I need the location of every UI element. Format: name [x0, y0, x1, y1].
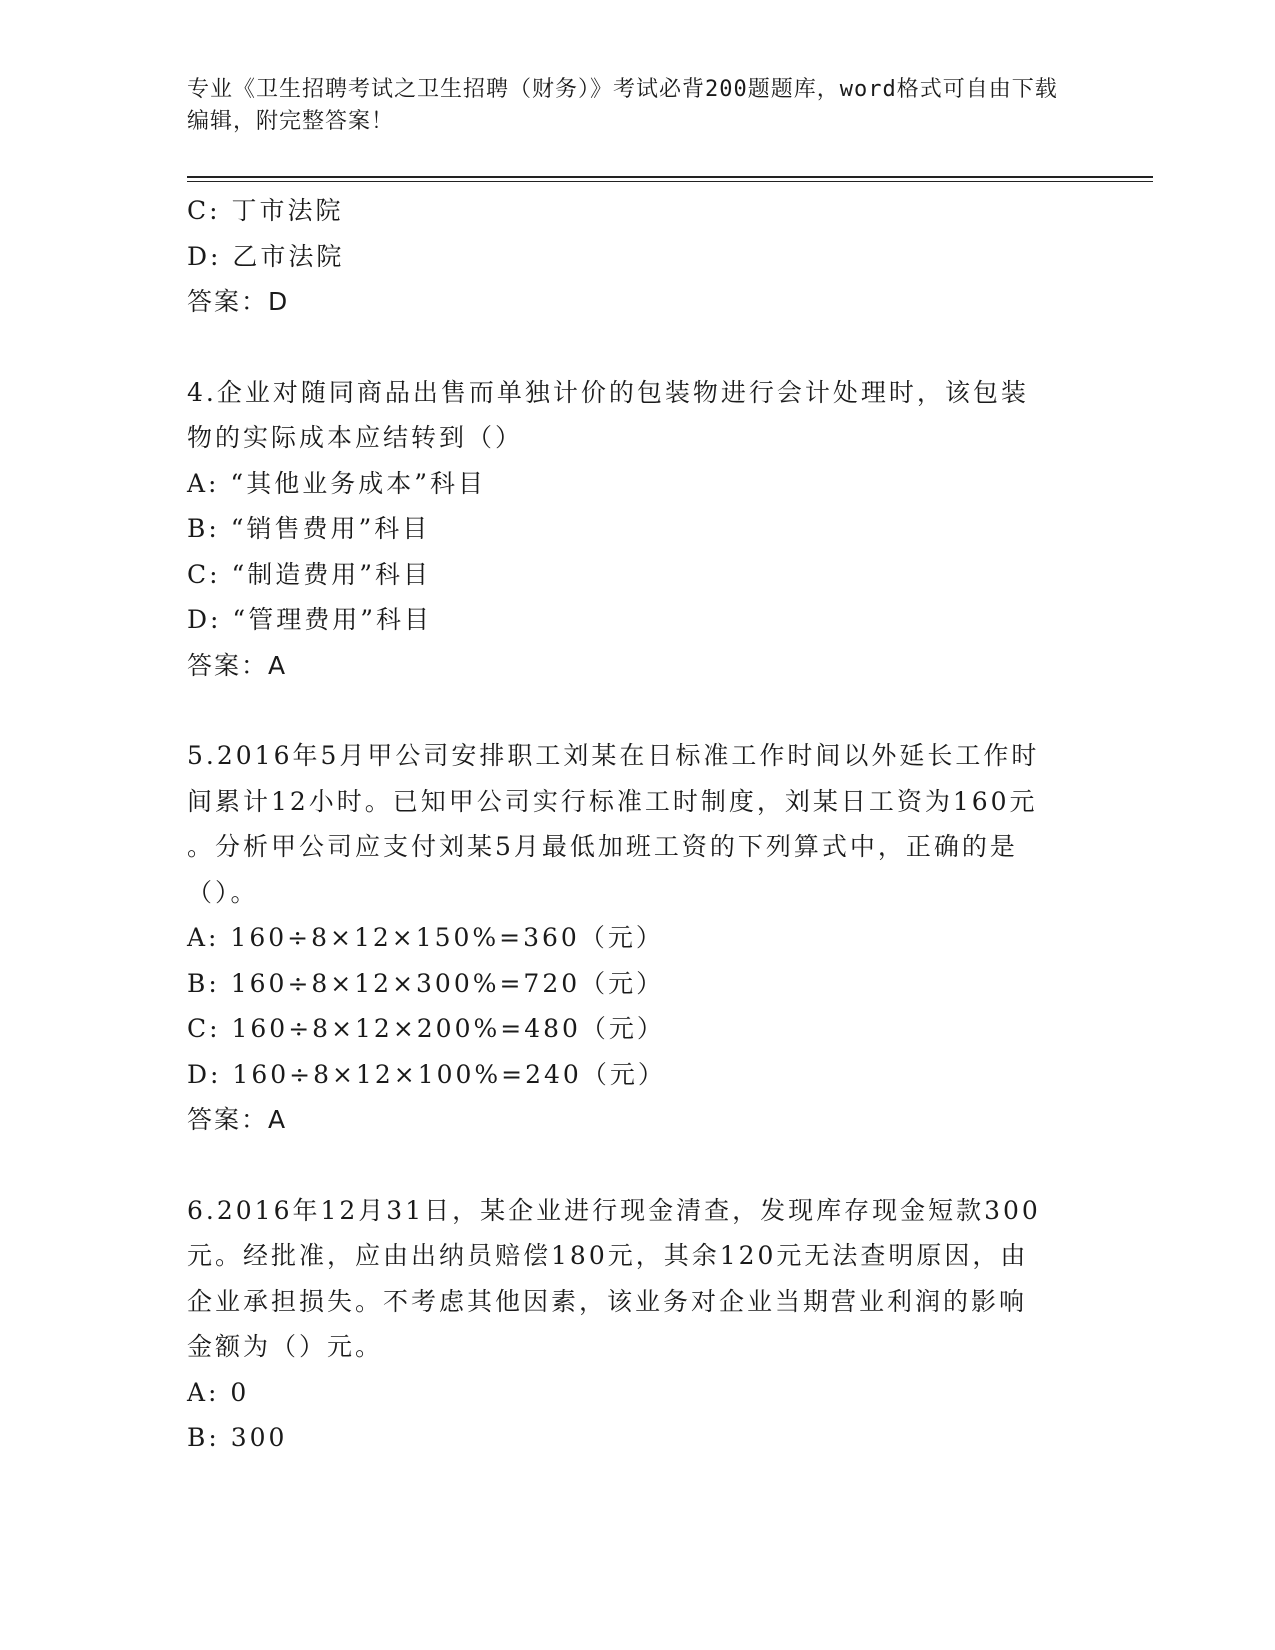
question-stem-line: 金额为（）元。 — [187, 1332, 384, 1361]
question-stem-line: 间累计12小时。已知甲公司实行标准工时制度，刘某日工资为160元 — [187, 786, 1038, 816]
question-stem-line: 元。经批准，应由出纳员赔偿180元，其余120元无法查明原因，由 — [187, 1241, 1029, 1270]
option-a: A: “其他业务成本”科目 — [187, 468, 486, 498]
option-c: C: 丁市法院 — [187, 196, 344, 225]
header-divider-thin — [187, 181, 1153, 182]
header-divider-thick — [187, 176, 1153, 178]
option-b: B: 160÷8×12×300%=720（元） — [187, 968, 665, 998]
option-d: D: “管理费用”科目 — [187, 605, 432, 634]
option-a: A: 0 — [187, 1377, 250, 1407]
option-c: C: “制造费用”科目 — [187, 559, 432, 589]
question-5 — [187, 733, 1077, 1143]
question-stem-line: 4.企业对随同商品出售而单独计价的包装物进行会计处理时，该包装 — [187, 377, 1029, 407]
question-stem-line: （）。 — [187, 877, 259, 907]
document-header: 专业《卫生招聘考试之卫生招聘（财务）》考试必背200题题库，word格式可自由下载编辑，附完整答案！ — [187, 77, 1058, 134]
question-list — [187, 188, 1077, 1461]
option-a: A: 160÷8×12×150%=360（元） — [187, 923, 664, 952]
question-stem-line: 企业承担损失。不考虑其他因素，该业务对企业当期营业利润的影响 — [187, 1286, 1028, 1316]
question-4 — [187, 370, 1077, 689]
option-c: C: 160÷8×12×200%=480（元） — [187, 1014, 665, 1043]
answer: 答案：A — [187, 1105, 288, 1134]
question-stem-line: 。分析甲公司应支付刘某5月最低加班工资的下列算式中，正确的是 — [187, 832, 1018, 861]
answer: 答案：D — [187, 287, 290, 316]
option-d: D: 乙市法院 — [187, 241, 345, 271]
question-6 — [187, 1188, 1077, 1461]
question-3 — [187, 188, 1077, 325]
option-d: D: 160÷8×12×100%=240（元） — [187, 1059, 666, 1089]
question-stem-line: 6.2016年12月31日，某企业进行现金清查，发现库存现金短款300 — [187, 1195, 1041, 1225]
option-b: B: 300 — [187, 1423, 288, 1452]
answer: 答案：A — [187, 650, 288, 680]
question-stem-line: 5.2016年5月甲公司安排职工刘某在日标准工作时间以外延长工作时 — [187, 741, 1040, 770]
option-b: B: “销售费用”科目 — [187, 514, 431, 543]
question-stem-line: 物的实际成本应结转到（） — [187, 423, 524, 452]
